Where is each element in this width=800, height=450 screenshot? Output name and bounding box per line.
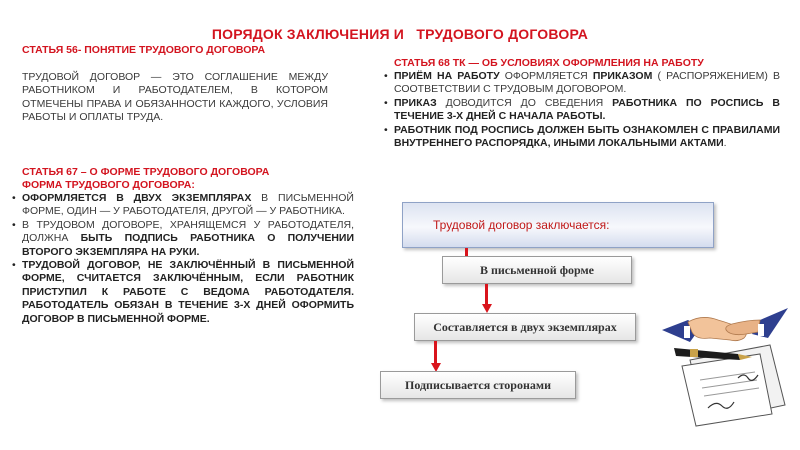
art67-heading: СТАТЬЯ 67 – О ФОРМЕ ТРУДОВОГО ДОГОВОРА (22, 166, 270, 178)
art67-list (12, 192, 354, 326)
arrow-down-icon (482, 304, 492, 313)
handshake-contract-illustration (660, 290, 790, 430)
diagram-step-3: Подписывается сторонами (380, 371, 576, 399)
list-item: • ТРУДОВОЙ ДОГОВОР, НЕ ЗАКЛЮЧЁННЫЙ В ПИСЬМЕННОЙ ФОРМЕ, СЧИТАЕТСЯ ЗАКЛЮЧЁННЫМ, ЕСЛИ РАБОТНИК ПРИСТУПИЛ К РАБОТЕ С ВЕДОМА РАБОТОДАТЕЛЯ. РАБОТОДАТЕЛЬ ОБЯЗАН В ТЕЧЕНИЕ 3-Х ДНЕЙ ОФОРМИТЬ ДОГОВОР В ПИСЬМЕННОЙ ФОРМЕ. (12, 259, 354, 326)
page-title: ПОРЯДОК ЗАКЛЮЧЕНИЯ И ТРУДОВОГО ДОГОВОРА (211, 26, 589, 42)
list-item: • ОФОРМЛЯЕТСЯ В ДВУХ ЭКЗЕМПЛЯРАХ В ПИСЬМЕННОЙ ФОРМЕ, ОДИН — У РАБОТОДАТЕЛЯ, ДРУГОЙ — У РАБОТНИКА. (12, 192, 354, 219)
list-item: • В ТРУДОВОМ ДОГОВОРЕ, ХРАНЯЩЕМСЯ У РАБОТОДАТЕЛЯ, ДОЛЖНА БЫТЬ ПОДПИСЬ РАБОТНИКА О ПОЛУЧЕНИИ ВТОРОГО ЭКЗЕМПЛЯРА НА РУКИ. (12, 219, 354, 259)
diagram-step-2: Составляется в двух экземплярах (414, 313, 636, 341)
art68-list (384, 70, 780, 150)
art68-heading: СТАТЬЯ 68 ТК — ОБ УСЛОВИЯХ ОФОРМЛЕНИЯ НА РАБОТУ (394, 57, 704, 69)
contract-diagram (370, 190, 800, 450)
art68-block (384, 57, 780, 150)
art56-heading: СТАТЬЯ 56- ПОНЯТИЕ ТРУДОВОГО ДОГОВОРА (22, 44, 266, 56)
arrow-line (485, 284, 488, 306)
handshake-icon (662, 308, 788, 342)
diagram-top-box: Трудовой договор заключается: (402, 202, 714, 248)
list-item: • ПРИКАЗ ДОВОДИТСЯ ДО СВЕДЕНИЯ РАБОТНИКА ПО РОСПИСЬ В ТЕЧЕНИЕ 3-Х ДНЕЙ С НАЧАЛА РАБОТЫ. (384, 97, 780, 124)
diagram-step-1: В письменной форме (442, 256, 632, 284)
art67-block (12, 166, 354, 326)
list-item: • ПРИЁМ НА РАБОТУ ОФОРМЛЯЕТСЯ ПРИКАЗОМ ( РАСПОРЯЖЕНИЕМ) В СООТВЕТСТВИИ С ТРУДОВЫМ ДОГОВОРОМ. (384, 70, 780, 97)
list-item: • РАБОТНИК ПОД РОСПИСЬ ДОЛЖЕН БЫТЬ ОЗНАКОМЛЕН С ПРАВИЛАМИ ВНУТРЕННЕГО РАСПОРЯДКА, ИНЫМИ ЛОКАЛЬНЫМИ АКТАМИ. (384, 124, 780, 151)
art67-subheading: ФОРМА ТРУДОВОГО ДОГОВОРА: (22, 179, 195, 191)
art56-text: ТРУДОВОЙ ДОГОВОР — ЭТО СОГЛАШЕНИЕ МЕЖДУ РАБОТНИКОМ И РАБОТОДАТЕЛЕМ, В КОТОРОМ ОТМЕЧЕНЫ ПРАВА И ОБЯЗАННОСТИ КАЖДОГО, УСЛОВИЯ РАБОТЫ И ОПЛАТЫ ТРУДА. (22, 71, 328, 124)
arrow-line (434, 341, 437, 365)
